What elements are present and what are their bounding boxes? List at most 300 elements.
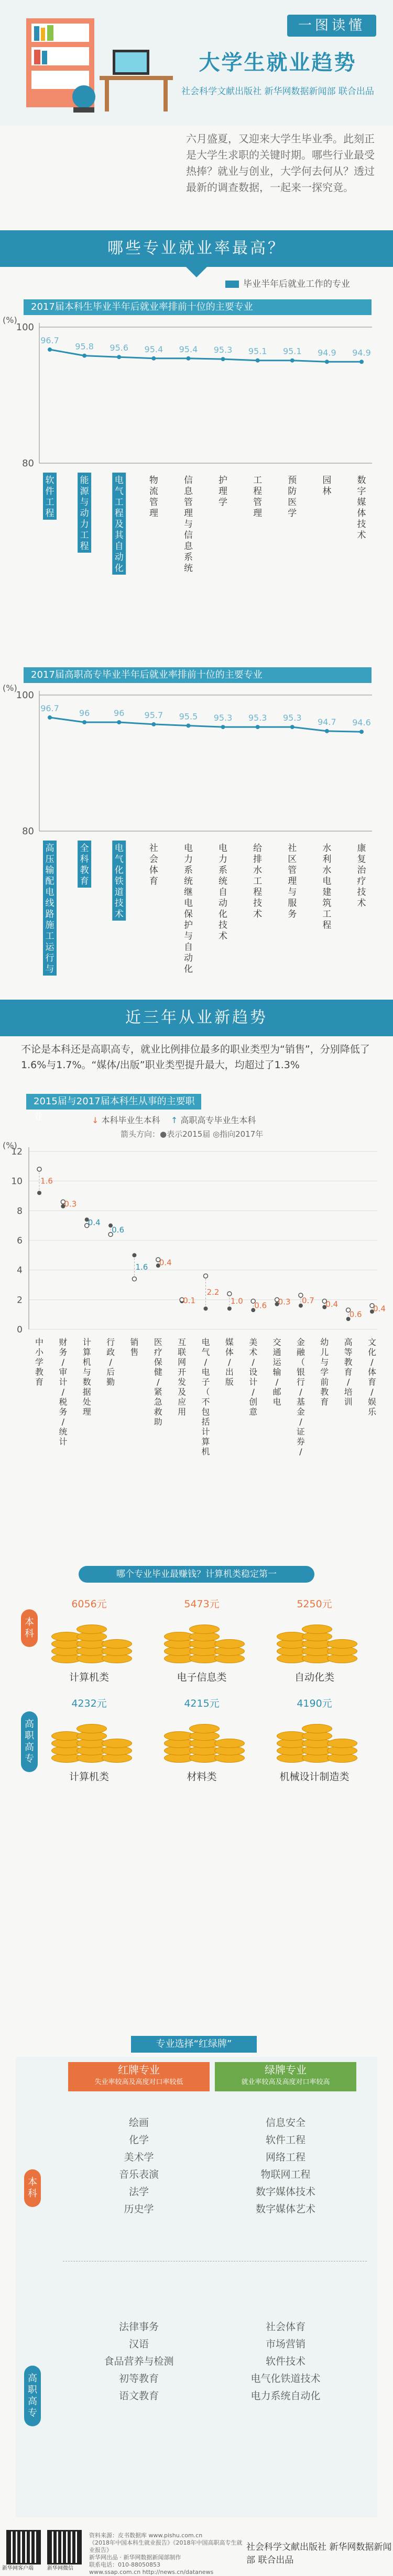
red-major-item: 化学 — [128, 2134, 149, 2146]
salary-item-u-2 — [272, 1596, 356, 1685]
category-label-char: 全 — [80, 843, 89, 854]
category-label-char: 计 — [59, 1437, 68, 1447]
category-label-char: / — [346, 1377, 350, 1387]
red-major-item: 法律事务 — [118, 2321, 159, 2333]
publisher-line: 社会科学文献出版社 新华网数据新闻部 联合出品 — [181, 86, 374, 97]
category-label-char: 体 — [367, 1367, 377, 1377]
data-point — [221, 357, 225, 361]
category-label-char: 工 — [253, 876, 263, 887]
salary-heading: 哪个专业毕业最赚钱？计算机类稳定第一 — [79, 1566, 314, 1583]
y-tick-label: 80 — [22, 826, 34, 837]
category-label-char: 教 — [80, 865, 89, 876]
category-label-char: 气 — [201, 1347, 210, 1357]
category-label-char: 交 — [272, 1337, 281, 1347]
green-major-item: 数字媒体技术 — [255, 2186, 315, 2198]
category-label-char: 发 — [178, 1377, 187, 1387]
y-tick-label: 100 — [16, 322, 34, 333]
category-label-char: 创 — [249, 1397, 258, 1407]
category-label-char: 政 — [106, 1347, 115, 1357]
salary-item-v-0 — [47, 1696, 131, 1785]
category-label-char: 理 — [219, 486, 228, 497]
category-label-char: 系 — [219, 865, 228, 876]
legend-label: 毕业半年后就业工作的专业 — [243, 279, 350, 289]
red-major-item: 历史学 — [124, 2203, 154, 2215]
footer-contact: 联系电话：010-88050853 — [89, 2561, 160, 2568]
category-label-char: 媒 — [225, 1337, 234, 1347]
qr-caption-1: 新华网客户端 — [2, 2566, 34, 2571]
header-badge: 一图读懂 — [287, 15, 376, 37]
red-major-item: 美术学 — [124, 2152, 154, 2163]
category-label-char: 配 — [45, 876, 54, 887]
category-label-char: 高 — [344, 1337, 353, 1347]
category-label-char: 水 — [253, 865, 263, 876]
category-label-char: 流 — [149, 486, 158, 497]
category-label-char: 与 — [320, 1357, 329, 1367]
salary-category: 材料类 — [187, 1771, 217, 1783]
category-label-char: 利 — [322, 854, 332, 865]
category-label-char: 售 — [130, 1347, 139, 1357]
category-label-char: 水 — [322, 865, 332, 876]
data-point — [256, 359, 260, 363]
data-point — [359, 360, 364, 364]
category-label-char: 线 — [45, 898, 54, 909]
data-point — [117, 355, 121, 359]
category-label-char: 程 — [80, 541, 89, 552]
category-label-char: 排 — [253, 854, 263, 865]
change-label: 0.4 — [88, 1218, 101, 1227]
dot-2015 — [227, 1306, 232, 1311]
change-label: 0.7 — [301, 1295, 314, 1305]
category-label-char: 术 — [357, 530, 366, 541]
category-label-char: 高 — [45, 843, 54, 854]
category-label-char: 保 — [154, 1357, 162, 1367]
coin-icon — [189, 1724, 220, 1733]
category-label-char: / — [275, 1377, 279, 1387]
category-label-char: 系 — [183, 865, 193, 876]
category-label-char: 管 — [288, 865, 297, 876]
change-label: 0.4 — [325, 1299, 339, 1309]
vocational-red-list — [68, 2319, 210, 2405]
category-label-char: 券 — [296, 1437, 305, 1447]
section-trends-bar — [0, 1000, 393, 1036]
category-label-char: 处 — [82, 1397, 91, 1407]
green-sub-label: 就业率较高及高度对口率较高 — [241, 2078, 330, 2086]
red-major-item: 食品营养与检测 — [104, 2356, 174, 2367]
category-label-char: 技 — [253, 898, 263, 909]
category-label-char: / — [61, 1357, 65, 1367]
salary-item-u-1 — [160, 1596, 244, 1685]
data-point — [48, 348, 52, 352]
green-major-item: 电气化铁道技术 — [250, 2373, 321, 2384]
category-label-char: 与 — [45, 964, 54, 975]
data-point — [359, 730, 364, 734]
category-label-char: 文 — [367, 1337, 377, 1347]
category-label-char: 区 — [288, 854, 297, 865]
data-label: 94.6 — [352, 718, 371, 728]
category-label-char: 术 — [357, 898, 366, 909]
category-label-char: 机 — [82, 1357, 91, 1367]
category-label-char: 管 — [183, 497, 193, 508]
qr-code-icon-2 — [47, 2530, 82, 2564]
vocational-green-list — [215, 2319, 356, 2405]
change-label: 0.6 — [112, 1225, 125, 1235]
category-label-char: 技 — [357, 887, 366, 898]
red-major-item: 语文教育 — [118, 2390, 159, 2402]
category-label-char: 与 — [288, 887, 297, 898]
category-label-char: 及 — [178, 1387, 187, 1397]
data-point — [82, 720, 86, 724]
category-label-char: 路 — [45, 909, 54, 920]
category-label-char: 学 — [320, 1367, 329, 1377]
category-label-char: 电 — [183, 898, 193, 909]
coin-icon — [214, 1639, 245, 1649]
category-label-char: 证 — [296, 1427, 305, 1437]
dot-2015 — [132, 1253, 136, 1257]
category-label-char: 息 — [183, 541, 193, 552]
category-label-char: 行 — [106, 1337, 115, 1347]
category-label-char: 电 — [45, 887, 54, 898]
category-label-char: 自 — [114, 541, 124, 552]
category-label-char: 与 — [183, 931, 193, 942]
category-label-char: 儿 — [320, 1347, 329, 1357]
category-label-char: 算 — [201, 1437, 210, 1447]
category-label-char: 学 — [35, 1357, 44, 1367]
qr-code-icon — [6, 2530, 41, 2564]
category-label-char: 化 — [183, 964, 193, 975]
category-label-char: / — [252, 1357, 255, 1367]
data-label: 95.7 — [144, 710, 163, 720]
category-label-char: 电 — [114, 475, 124, 486]
category-label-char: 等 — [344, 1347, 353, 1357]
category-label-char: 术 — [114, 909, 124, 920]
coin-icon — [327, 1739, 357, 1748]
category-label-char: 程 — [253, 887, 263, 898]
category-label-char: 术 — [219, 931, 228, 942]
salary-item-u-0 — [47, 1596, 131, 1685]
category-label-char: 统 — [59, 1427, 68, 1437]
category-label-char: 术 — [249, 1347, 258, 1357]
red-header — [68, 2062, 210, 2091]
category-label-char: 育 — [80, 876, 89, 887]
data-label: 95.8 — [75, 341, 94, 352]
category-label-char: 力 — [219, 854, 228, 865]
category-label-char: 救 — [154, 1407, 162, 1417]
green-head-label: 绿牌专业 — [265, 2064, 307, 2076]
category-label-char: 软 — [45, 475, 54, 486]
salary-amount: 4190元 — [297, 1698, 332, 1709]
chart-occupation-dots — [0, 1140, 393, 1457]
dot-2017 — [132, 1277, 136, 1281]
category-label-char: 统 — [183, 876, 193, 887]
legend-arrows — [92, 1114, 256, 1126]
category-label-char: 输 — [272, 1367, 281, 1377]
category-label-char: 媒 — [357, 497, 366, 508]
category-label-char: 康 — [357, 843, 366, 854]
category-label-char: 税 — [59, 1397, 68, 1407]
data-point — [186, 356, 190, 361]
category-label-char: / — [299, 1447, 302, 1457]
category-label-char: 铁 — [114, 876, 124, 887]
data-label: 95.4 — [179, 344, 198, 354]
category-label-char: 学 — [219, 497, 228, 508]
salary-amount: 6056元 — [71, 1598, 107, 1610]
change-label: 0.4 — [159, 1258, 172, 1268]
category-label-char: 理 — [82, 1407, 91, 1417]
category-label-char: 社 — [288, 843, 297, 854]
category-label-char: （ — [296, 1357, 305, 1367]
category-label-char: 化 — [114, 563, 124, 574]
category-label-char: 技 — [114, 898, 124, 909]
data-point — [48, 715, 52, 720]
category-label-char: 理 — [149, 508, 158, 519]
category-label-char: 机 — [201, 1447, 210, 1457]
y-axis-label: (%) — [3, 1140, 17, 1150]
data-label: 96 — [114, 708, 125, 718]
data-point — [256, 725, 260, 729]
category-label-char: 道 — [114, 887, 124, 898]
category-label-char: 化 — [219, 909, 228, 920]
category-label-char: 程 — [45, 508, 54, 519]
data-point — [151, 722, 156, 726]
category-label-char: 电 — [219, 843, 228, 854]
header-banner — [0, 0, 393, 126]
change-label: 0.3 — [64, 1199, 77, 1209]
category-label-char: 娱 — [367, 1397, 377, 1407]
data-point — [186, 724, 190, 728]
category-label-char: 筑 — [322, 898, 332, 909]
category-label-char: 计 — [59, 1377, 68, 1387]
category-label-char: / — [299, 1387, 302, 1397]
category-label-char: 理 — [183, 508, 193, 519]
category-label-char: 技 — [219, 920, 228, 931]
category-label-char: 互 — [178, 1337, 187, 1347]
category-label-char: / — [228, 1357, 231, 1367]
category-label-char: 版 — [225, 1377, 234, 1387]
category-label-char: 与 — [82, 1367, 91, 1377]
red-sub-label: 失业率较高及高度对口率较低 — [94, 2078, 183, 2086]
red-major-item: 绘画 — [128, 2117, 149, 2129]
category-label-char: 理 — [253, 508, 263, 519]
category-label-char: 自 — [183, 942, 193, 953]
category-label-char: 育 — [344, 1367, 353, 1377]
category-label-char: 算 — [82, 1347, 91, 1357]
category-label-char: 施 — [45, 920, 54, 931]
desk-illustration-icon — [21, 8, 178, 128]
category-label-char: 输 — [45, 865, 54, 876]
coin-icon — [327, 1639, 357, 1649]
category-label-char: / — [299, 1417, 302, 1427]
category-label-char: 体 — [149, 865, 158, 876]
category-label-char: 服 — [288, 898, 297, 909]
category-label-char: 务 — [288, 909, 297, 920]
series-line — [50, 350, 362, 362]
data-point — [221, 725, 225, 729]
category-label-char: 动 — [80, 508, 89, 519]
category-label-char: 电 — [201, 1337, 210, 1347]
y-axis-label: (%) — [3, 315, 17, 325]
green-major-item: 信息安全 — [265, 2117, 305, 2129]
data-label: 95.4 — [144, 344, 163, 354]
category-label-char: 化 — [114, 865, 124, 876]
red-major-item: 汉语 — [128, 2338, 149, 2350]
green-header — [215, 2062, 356, 2091]
coin-icon — [77, 1724, 107, 1733]
data-label: 95.3 — [248, 713, 267, 723]
category-label-char: 务 — [59, 1407, 68, 1417]
category-label-char: 建 — [322, 887, 332, 898]
category-label-char: 管 — [253, 497, 263, 508]
category-label-char: 育 — [35, 1377, 44, 1387]
y-tick-label: 80 — [22, 458, 34, 469]
category-label-char: 体 — [225, 1347, 234, 1357]
salary-amount: 4215元 — [184, 1698, 220, 1709]
category-label-char: 电 — [114, 843, 124, 854]
category-label-char: 信 — [183, 475, 193, 486]
category-label-char: 电 — [201, 1367, 210, 1377]
category-label-char: 科 — [80, 854, 89, 865]
category-label-char: 给 — [253, 843, 263, 854]
category-label-char: 会 — [149, 854, 158, 865]
intro-text: 六月盛夏，又迎来大学生毕业季。此刻正是大学生求职的关键时期。哪些行业最受热捧？就业与创业，大学何去何从？透过最新的调查数据，一起来一探究竟。 — [186, 132, 375, 194]
y-tick-label: 6 — [17, 1236, 23, 1246]
category-label-char: 计 — [249, 1377, 258, 1387]
category-label-char: / — [370, 1357, 374, 1367]
category-label-char: 力 — [183, 854, 193, 865]
trend-note: 不论是本科还是高职高专，就业比例排位最多的职业类型为“销售”，分别降低了1.6%与1.7%。“媒体/出版”职业类型提升最大，均超过了1.3% — [21, 1044, 370, 1071]
salary-category: 计算机类 — [69, 1771, 109, 1783]
category-label-char: 系 — [183, 552, 193, 563]
category-label-char: / — [252, 1387, 255, 1397]
category-label-char: 务 — [59, 1347, 68, 1357]
section-title-2: 近三年从业新趋势 — [125, 1009, 268, 1027]
coin-icon — [302, 1724, 332, 1733]
category-label-char: 工 — [253, 475, 263, 486]
category-label-char: 护 — [183, 920, 193, 931]
y-tick-label: 10 — [11, 1176, 23, 1187]
category-label-char: 设 — [249, 1367, 258, 1377]
category-label-char: 急 — [154, 1397, 162, 1407]
category-label-char: 融 — [296, 1347, 305, 1357]
legend-down: 高职高专毕业生本科 — [180, 1115, 256, 1125]
chart2-title: 2017届高职高专毕业半年后就业率排前十位的主要专业 — [24, 667, 372, 683]
category-label-char: 社 — [149, 843, 158, 854]
y-tick-label: 4 — [17, 1265, 23, 1276]
footer-refs: 《2018年中国本科生就业报告》《2018年中国高职高专生就业报告》 — [89, 2539, 243, 2553]
salary-amount: 5473元 — [184, 1598, 220, 1610]
section-title: 哪些专业就业率最高？ — [107, 239, 286, 257]
data-point — [290, 725, 294, 729]
redgreen-panel — [16, 2057, 377, 2517]
category-label-char: 工 — [45, 497, 54, 508]
category-label-char: / — [61, 1387, 65, 1397]
category-label-char: 动 — [183, 953, 193, 964]
category-label-char: 邮 — [272, 1387, 281, 1397]
category-label-char: 工 — [45, 931, 54, 942]
category-label-char: 程 — [253, 486, 263, 497]
category-label-char: 气 — [114, 486, 124, 497]
footer-website: www.ssap.com.cn http://news.cn/datanews — [89, 2569, 214, 2575]
dot-2017 — [37, 1167, 41, 1171]
salary-category: 计算机类 — [69, 1672, 109, 1683]
data-label: 94.9 — [318, 348, 336, 358]
change-label: 0.4 — [373, 1304, 386, 1314]
category-label-char: 及 — [114, 519, 124, 530]
category-label-char: 理 — [288, 876, 297, 887]
category-label-char: 育 — [367, 1377, 377, 1387]
category-label-char: 林 — [322, 486, 332, 497]
salary-grid — [42, 1591, 393, 1783]
rg-vocational-label: 高职高专 — [24, 2366, 41, 2426]
footer-source: 资料来源：皮书数据库 www.pishu.com.cn — [89, 2532, 203, 2539]
category-label-char: 金 — [296, 1407, 305, 1417]
category-label-char: / — [204, 1357, 208, 1367]
redgreen-heading: 专业选择“红绿牌” — [131, 2036, 257, 2053]
category-label-char: 医 — [288, 497, 297, 508]
salary-category: 电子信息类 — [177, 1672, 227, 1683]
coin-icon — [77, 1625, 107, 1634]
chart3-title: 2015届与2017届本科生从事的主要职业 — [26, 1094, 201, 1110]
chart-vocational-employment — [0, 683, 393, 975]
category-label-char: 育 — [149, 876, 158, 887]
category-label-char: 用 — [178, 1407, 187, 1417]
category-label-char: 小 — [35, 1347, 44, 1357]
category-label-char: 银 — [296, 1367, 305, 1377]
category-label-char: 乐 — [367, 1407, 377, 1417]
category-label-char: 行 — [296, 1377, 305, 1387]
coin-icon — [102, 1639, 132, 1649]
category-label-char: 应 — [178, 1397, 187, 1407]
data-label: 95.5 — [179, 711, 198, 722]
category-label-char: 训 — [344, 1397, 353, 1407]
category-label-char: 紧 — [154, 1387, 162, 1397]
change-label: 0.6 — [349, 1309, 362, 1319]
data-point — [290, 359, 294, 363]
data-label: 95.3 — [213, 345, 233, 355]
category-label-char: 自 — [219, 887, 228, 898]
category-label-char: 数 — [82, 1377, 91, 1387]
undergrad-red-list — [68, 2114, 210, 2218]
coin-icon — [302, 1625, 332, 1634]
category-label-char: 压 — [45, 854, 54, 865]
category-label-char: 网 — [178, 1357, 187, 1367]
red-major-item: 法学 — [128, 2186, 149, 2198]
category-label-char: 与 — [183, 519, 193, 530]
page-title: 大学生就业趋势 — [199, 51, 357, 75]
category-label-char: 联 — [178, 1347, 187, 1357]
category-label-char: 不 — [201, 1397, 210, 1407]
change-label: 1.0 — [230, 1296, 243, 1306]
category-label-char: 健 — [154, 1367, 162, 1377]
category-label-char: 勤 — [106, 1377, 115, 1387]
undergrad-green-list — [215, 2114, 356, 2218]
data-point — [117, 720, 121, 724]
legend-swatch — [225, 281, 239, 288]
category-label-char: 术 — [253, 909, 263, 920]
category-label-char: 园 — [322, 475, 332, 486]
category-label-char: 继 — [183, 887, 193, 898]
data-point — [151, 356, 156, 361]
up-arrow-icon: ↓ — [92, 1115, 99, 1125]
salary-amount: 4232元 — [71, 1698, 107, 1709]
category-label-char: 程 — [322, 920, 332, 931]
salary-category: 自动化类 — [294, 1672, 334, 1683]
change-label: 0.1 — [183, 1295, 196, 1305]
category-label-char: 技 — [357, 519, 366, 530]
category-label-char: 工 — [80, 530, 89, 541]
coin-icon — [102, 1739, 132, 1748]
category-label-char: 件 — [45, 486, 54, 497]
category-label-char: / — [109, 1357, 112, 1367]
